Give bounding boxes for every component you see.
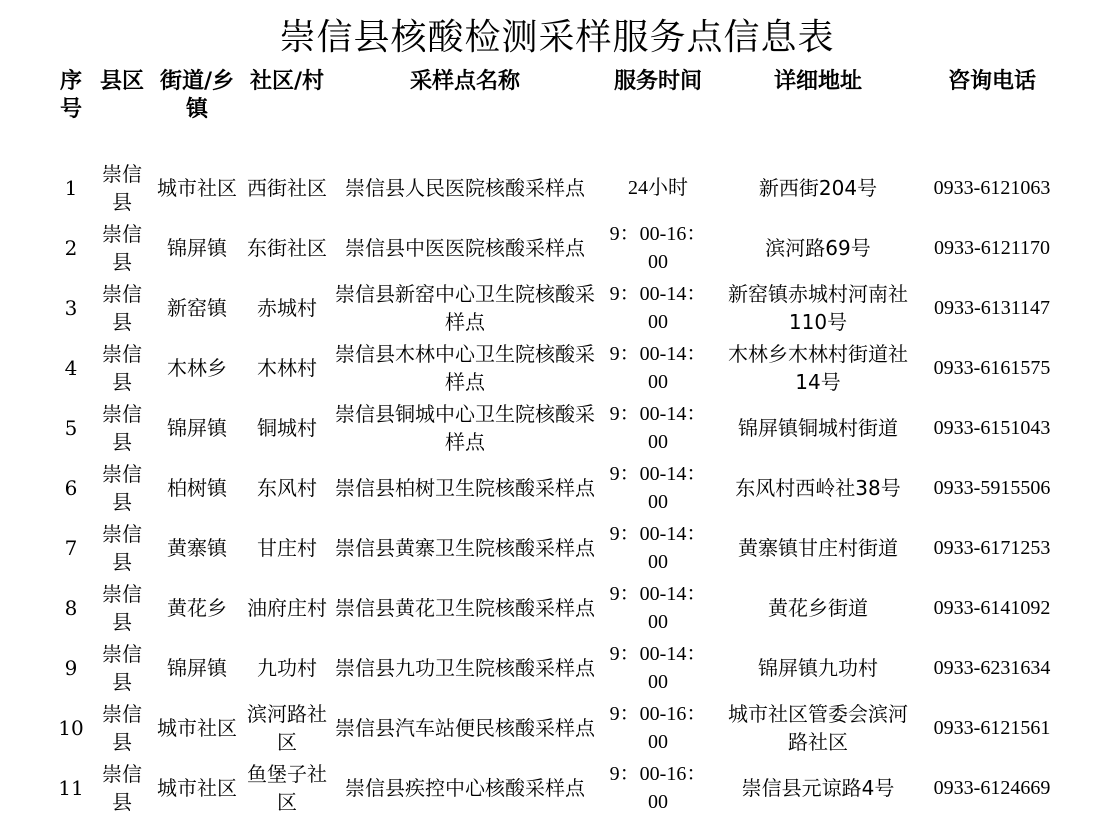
cell-address: 东风村西岭社38号	[735, 476, 901, 500]
header-service-time: 服务时间	[613, 69, 702, 94]
cell-community: 九功村	[257, 656, 317, 680]
cell-no: 1	[64, 176, 78, 200]
header-no: 序号	[59, 69, 82, 122]
cell-street: 城市社区	[157, 776, 237, 800]
cell-no: 8	[64, 596, 78, 620]
cell-community: 油府庄村	[247, 596, 327, 620]
cell-address: 城市社区管委会滨河路社区	[728, 702, 908, 754]
cell-site-name: 崇信县黄花卫生院核酸采样点	[335, 596, 595, 620]
cell-service-time: 9：00-16：00	[609, 223, 707, 273]
table-row	[50, 698, 1066, 758]
cell-site-name: 崇信县中医医院核酸采样点	[345, 236, 585, 260]
cell-community: 东街社区	[247, 236, 327, 260]
cell-community: 铜城村	[257, 416, 317, 440]
table-row	[50, 278, 1066, 338]
cell-service-time: 9：00-16：00	[609, 763, 707, 813]
cell-county: 崇信县	[102, 342, 142, 394]
sampling-sites-table	[50, 68, 1066, 818]
cell-phone: 0933-6121170	[934, 237, 1050, 259]
cell-service-time: 9：00-14：00	[609, 283, 707, 333]
cell-site-name: 崇信县汽车站便民核酸采样点	[335, 716, 595, 740]
cell-county: 崇信县	[102, 222, 142, 274]
cell-street: 锦屏镇	[167, 656, 227, 680]
cell-no: 4	[64, 356, 78, 380]
cell-site-name: 崇信县疾控中心核酸采样点	[345, 776, 585, 800]
cell-street: 城市社区	[157, 716, 237, 740]
table-body	[50, 158, 1066, 818]
cell-street: 锦屏镇	[167, 236, 227, 260]
table-row	[50, 518, 1066, 578]
cell-site-name: 崇信县木林中心卫生院核酸采样点	[335, 342, 595, 394]
cell-street: 柏树镇	[167, 476, 227, 500]
cell-address: 黄花乡街道	[768, 596, 868, 620]
cell-no: 5	[64, 416, 78, 440]
cell-phone: 0933-6151043	[933, 417, 1051, 439]
cell-phone: 0933-5915506	[933, 477, 1051, 499]
cell-no: 6	[64, 476, 78, 500]
header-site-name: 采样点名称	[409, 69, 520, 94]
cell-street: 城市社区	[157, 176, 237, 200]
cell-address: 新窑镇赤城村河南社110号	[728, 282, 908, 334]
cell-phone: 0933-6131147	[934, 297, 1050, 319]
cell-street: 新窑镇	[167, 296, 227, 320]
header-community: 社区/村	[249, 69, 325, 94]
cell-service-time: 24小时	[628, 177, 688, 199]
cell-site-name: 崇信县黄寨卫生院核酸采样点	[335, 536, 595, 560]
cell-county: 崇信县	[102, 642, 142, 694]
cell-county: 崇信县	[102, 762, 142, 814]
table-row	[50, 758, 1066, 818]
cell-county: 崇信县	[102, 282, 142, 334]
table-row	[50, 398, 1066, 458]
cell-no: 3	[64, 296, 78, 320]
table-row	[50, 218, 1066, 278]
cell-site-name: 崇信县柏树卫生院核酸采样点	[335, 476, 595, 500]
cell-phone: 0933-6141092	[933, 597, 1051, 619]
cell-county: 崇信县	[102, 402, 142, 454]
header-address: 详细地址	[773, 69, 862, 94]
cell-county: 崇信县	[102, 522, 142, 574]
cell-service-time: 9：00-14：00	[609, 403, 707, 453]
table-row	[50, 458, 1066, 518]
cell-phone: 0933-6171253	[933, 537, 1051, 559]
cell-site-name: 崇信县新窑中心卫生院核酸采样点	[335, 282, 595, 334]
table-row	[50, 158, 1066, 218]
header-phone: 咨询电话	[947, 69, 1036, 94]
cell-no: 10	[58, 716, 84, 740]
cell-community: 赤城村	[257, 296, 317, 320]
cell-address: 木林乡木林村街道社14号	[728, 342, 908, 394]
table-header	[50, 68, 1066, 158]
cell-service-time: 9：00-14：00	[609, 643, 707, 693]
cell-county: 崇信县	[102, 162, 142, 214]
cell-phone: 0933-6231634	[933, 657, 1051, 679]
table-row	[50, 578, 1066, 638]
cell-community: 滨河路社区	[247, 702, 327, 754]
cell-address: 锦屏镇铜城村街道	[738, 416, 898, 440]
cell-address: 黄寨镇甘庄村街道	[738, 536, 898, 560]
cell-address: 滨河路69号	[765, 236, 871, 260]
cell-street: 锦屏镇	[167, 416, 227, 440]
cell-site-name: 崇信县九功卫生院核酸采样点	[335, 656, 595, 680]
cell-community: 甘庄村	[257, 536, 317, 560]
cell-community: 西街社区	[247, 176, 327, 200]
cell-address: 锦屏镇九功村	[758, 656, 878, 680]
cell-street: 黄花乡	[167, 596, 227, 620]
cell-no: 7	[64, 536, 78, 560]
cell-phone: 0933-6124669	[933, 777, 1051, 799]
cell-site-name: 崇信县铜城中心卫生院核酸采样点	[335, 402, 595, 454]
cell-service-time: 9：00-14：00	[609, 523, 707, 573]
header-street: 街道/乡镇	[159, 69, 235, 122]
cell-county: 崇信县	[102, 702, 142, 754]
cell-no: 11	[58, 776, 84, 800]
cell-no: 9	[64, 656, 78, 680]
cell-county: 崇信县	[102, 582, 142, 634]
header-county: 县区	[99, 69, 144, 94]
page-title: 崇信县核酸检测采样服务点信息表	[279, 17, 835, 58]
cell-address: 新西街204号	[758, 176, 878, 200]
cell-service-time: 9：00-14：00	[609, 583, 707, 633]
cell-street: 木林乡	[167, 356, 227, 380]
cell-community: 木林村	[257, 356, 317, 380]
cell-street: 黄寨镇	[167, 536, 227, 560]
cell-phone: 0933-6121561	[933, 717, 1051, 739]
cell-phone: 0933-6161575	[933, 357, 1051, 379]
cell-community: 鱼堡子社区	[247, 762, 327, 814]
cell-community: 东风村	[257, 476, 317, 500]
header-row	[50, 68, 1066, 158]
cell-county: 崇信县	[102, 462, 142, 514]
cell-no: 2	[64, 236, 78, 260]
cell-site-name: 崇信县人民医院核酸采样点	[345, 176, 585, 200]
cell-service-time: 9：00-16：00	[609, 703, 707, 753]
table-row	[50, 638, 1066, 698]
cell-service-time: 9：00-14：00	[609, 343, 707, 393]
cell-service-time: 9：00-14：00	[609, 463, 707, 513]
cell-phone: 0933-6121063	[933, 177, 1051, 199]
table-row	[50, 338, 1066, 398]
cell-address: 崇信县元谅路4号	[741, 776, 895, 800]
